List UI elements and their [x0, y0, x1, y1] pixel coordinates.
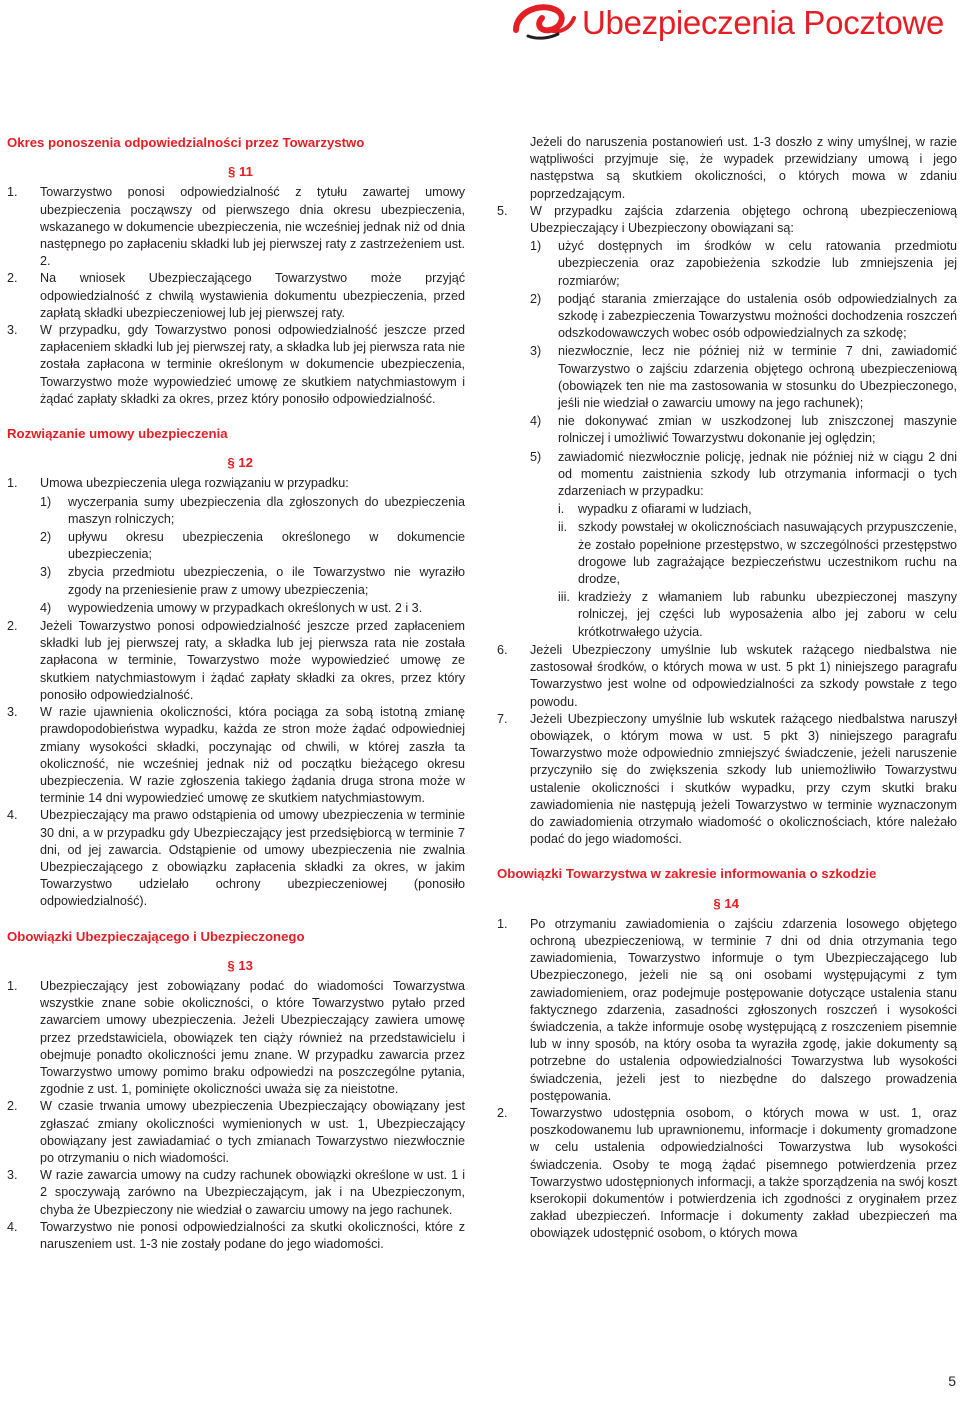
paragraph-number-13: § 13: [227, 957, 253, 973]
list-number: 2): [40, 530, 52, 545]
page-number: 5: [948, 1373, 956, 1389]
sub-list-item: [40, 494, 465, 528]
sub-list-item: [530, 343, 957, 412]
brand-name: Ubezpieczenia Pocztowe: [582, 4, 945, 41]
sub-list-item: [40, 564, 465, 598]
list-item-text: Ubezpieczający ma prawo odstąpienia od umowy ubezpieczenia w terminie 30 dni, a w przypadku gdy Ubezpieczający jest przedsiębiorcą w terminie 7 dni, od jej zawarcia. Odstąpienie od umowy ubezpieczenia nie zwalnia Ubezpieczającego z obowiązku zapłacenia składki za okres, w jakim Towarzystwo udzielało ochrony ubezpieczeniowej (ponosiło odpowiedzialność).: [40, 808, 465, 909]
right-column: [497, 134, 957, 1243]
list-number: 1.: [497, 916, 508, 931]
sub-list: [40, 494, 465, 617]
list-number: 3.: [7, 1168, 18, 1183]
list-item: 1. Umowa ubezpieczenia ulega rozwiązaniu w przypadku: 1) wyczerpania sumy ubezpieczenia dla zgłoszonych do ubezpieczenia maszyn rolniczych; 2) upływu okresu ubezpieczenia określonego w dokumencie ubezpieczenia; 3) zbycia przedmiotu ubezpieczenia, o ile Towarzystwo nie wyraziło zgody na przeniesienie praw z umowy ubezpieczenia; 4) wypowiedzenia umowy w przypadkach określonych w ust. 2 i 3.: [7, 475, 465, 617]
left-column: [7, 134, 465, 1253]
list-item: [7, 1219, 465, 1253]
list-item-text: podjąć starania zmierzające do ustalenia osób odpowiedzialnych za szkodę i zabezpieczenia Towarzystwu możności dochodzenia roszczeń odszkodowawczych wobec osób odpowiedzialnych za szkodę;: [558, 291, 957, 341]
brand-swirl-icon: [510, 0, 578, 42]
list-number: 2.: [497, 1105, 508, 1120]
list-item-text: wypadku z ofiarami w ludziach,: [578, 502, 752, 517]
sub-list-item: [530, 238, 957, 290]
list-number: 4.: [7, 1219, 18, 1234]
sub-list-item: [40, 600, 465, 617]
list-number: 4): [530, 414, 542, 429]
paragraph-number-11: § 11: [228, 164, 253, 180]
list-item: 5. W przypadku zajścia zdarzenia objętego ochroną ubezpieczeniową Ubezpieczający i Ubezpieczony obowiązani są: 1) użyć dostępnych im środków w celu ratowania przedmiotu ubezpieczenia oraz zapobieżenia szkodzie lub zmniejszenia jej rozmiarów; 2) podjąć starania zmierzające do ustalenia osób odpowiedzialnych za szkodę i zabezpieczenia Towarzystwu możności dochodzenia roszczeń odszkodowawczych wobec osób odpowiedzialnych za szkodę; 3) niezwłocznie, lecz nie później niż w terminie 7 dni, zawiadomić Towarzystwo o zajściu zdarzenia objętego ochroną ubezpieczeniową (obowiązek ten nie ma zastosowania w stosunku do Ubezpieczonego, jeśli nie wiedział o zawarciu umowy na jego rachunek); 4) nie dokonywać zmian w uszkodzonej lub zniszczonej maszynie rolniczej i umożliwić Towarzystwu dokonanie jej oględzin; 5) zawiadomić niezwłocznie policję, jednak nie później niż w ciągu 2 dni od momentu zaistnienia szkody lub otrzymania informacji o tych zdarzeniach w przypadku: i. wypadku z ofiarami w ludziach, ii. szkody powstałej w okolicznościach nasuwających przypuszczenie, że zostało popełnione przestępstwo, w szczególności przestępstwo drogowe lub zagrażające bezpieczeństwu uczestnikom ruchu na drodze, iii. kradzieży z włamaniem lub rabunku ubezpieczonej maszyny rolniczej, jej części lub wyposażenia albo jej zaboru w celu krótkotrwałego użycia.: [497, 203, 957, 641]
list-item-text: Jeżeli Ubezpieczony umyślnie lub wskutek rażącego niedbalstwa nie zastosował środków, o których mowa w ust. 5 pkt 1) niniejszego paragrafu Towarzystwo jest wolne od odpowiedzialności za szkody powstałe z tego powodu.: [530, 642, 957, 709]
list-item-text: W razie zawarcia umowy na cudzy rachunek obowiązki określone w ust. 1 i 2 spoczywają zarówno na Ubezpieczającym, jak i na Ubezpieczonym, chyba że Ubezpieczony nie wiedział o zawarciu umowy na jego rachunek.: [40, 1168, 465, 1217]
list-item-text: Towarzystwo nie ponosi odpowiedzialności za skutki okoliczności, które z naruszeniem ust. 1-3 nie zostały podane do jego wiadomości.: [40, 1219, 465, 1251]
list-number: 4.: [7, 808, 18, 823]
list-item: [497, 711, 957, 849]
list-number: 3.: [7, 705, 18, 720]
paragraph-number-12: § 12: [227, 455, 253, 471]
list-number: 4): [40, 600, 52, 615]
section-heading-liability-period: Okres ponoszenia odpowiedzialności przez Towarzystwo: [7, 135, 365, 150]
list-item-text: Na wniosek Ubezpieczającego Towarzystwo może przyjąć odpowiedzialność z chwilą wystawienia dokumentu ubezpieczenia, przed zapłatą składki ubezpieczeniowej lub jej pierwszej raty.: [40, 271, 465, 320]
roman-list: [530, 501, 957, 641]
list-number: 6.: [497, 642, 508, 657]
section-12-list: [7, 618, 465, 910]
list-item: [7, 1167, 465, 1219]
list-number: 2.: [7, 619, 18, 634]
section-14-list: [497, 916, 957, 1243]
sub-list: [530, 238, 957, 500]
section-heading-termination: Rozwiązanie umowy ubezpieczenia: [7, 426, 228, 442]
section-11-list: [7, 184, 465, 408]
list-number: 1): [530, 239, 542, 254]
sub-list-item: [40, 529, 465, 563]
sub-list-item: [530, 413, 957, 447]
list-item: [7, 807, 465, 910]
list-item-text: niezwłocznie, lecz nie później niż w terminie 7 dni, zawiadomić Towarzystwo o zajściu zdarzenia objętego ochroną ubezpieczeniową (obowiązek ten nie ma zastosowania w stosunku do Ubezpieczonego, jeśli nie wiedział o zawarciu umowy na jego rachunek);: [558, 344, 957, 411]
section-heading-information-duties: Obowiązki Towarzystwa w zakresie informowania o szkodzie: [497, 866, 877, 882]
list-item: [7, 978, 465, 1098]
list-item-text: Umowa ubezpieczenia ulega rozwiązaniu w przypadku:: [40, 476, 349, 491]
list-item: [7, 1098, 465, 1167]
list-number: 3): [530, 344, 542, 359]
list-item-text: użyć dostępnych im środków w celu ratowania przedmiotu ubezpieczenia oraz zapobieżenia szkodzie lub zmniejszenia jej rozmiarów;: [558, 239, 957, 288]
list-number: 1.: [7, 185, 18, 200]
list-item: [497, 916, 957, 1105]
list-number: i.: [558, 502, 565, 517]
list-item-text: Jeżeli Towarzystwo ponosi odpowiedzialność jeszcze przed zapłaceniem składki lub jej pierwszej raty, a składka lub jej pierwsza rata nie została zapłacona w terminie, Towarzystwo może wypowiedzieć umowę ze skutkiem natychmiastowym i żądać zapłaty składki za okres, przez który ponosiło odpowiedzialność.: [40, 619, 465, 702]
list-item: [7, 184, 465, 270]
list-item: [497, 642, 957, 711]
brand-logo: [510, 0, 960, 42]
list-item: [7, 704, 465, 807]
section-13-list: [7, 978, 465, 1253]
list-item: [497, 1105, 957, 1243]
list-item-text: wyczerpania sumy ubezpieczenia dla zgłoszonych do ubezpieczenia maszyn rolniczych;: [68, 494, 465, 526]
continued-text: Jeżeli do naruszenia postanowień ust. 1-3 doszło z winy umyślnej, w razie wątpliwości przyjmuje się, że wypadek przewidziany umową i jego następstwa są skutkiem okoliczności, o których mowa w zdaniu poprzedzającym.: [530, 135, 957, 201]
list-item: [7, 322, 465, 408]
list-item-text: upływu okresu ubezpieczenia określonego w dokumencie ubezpieczenia;: [68, 530, 465, 562]
list-item-text: Ubezpieczający jest zobowiązany podać do wiadomości Towarzystwa wszystkie znane sobie okoliczności, o które Towarzystwo pytało przed zawarciem umowy ubezpieczenia. Jeżeli Ubezpieczający zawiera umowę przez przedstawiciela, obowiązek ten ciąży również na przedstawicielu i obejmuje ponadto okoliczności jemu znane. W przypadku zawarcia przez Towarzystwo umowy pomimo braku odpowiedzi na poszczególne pytania, zgodnie z ust. 1, pominięte okoliczności uważa się za nieistotne.: [40, 978, 465, 1097]
list-item-text: zbycia przedmiotu ubezpieczenia, o ile Towarzystwo nie wyraziło zgody na przeniesienie praw z umowy ubezpieczenia;: [68, 565, 465, 597]
roman-list-item: [558, 519, 957, 588]
list-number: 7.: [497, 711, 508, 726]
sub-list-item: [530, 449, 957, 501]
list-number: 1.: [7, 978, 18, 993]
section-heading-obligations: Obowiązki Ubezpieczającego i Ubezpieczonego: [7, 928, 305, 944]
list-number: 2): [530, 291, 542, 306]
list-number: 2.: [7, 271, 18, 286]
list-item-text: wypowiedzenia umowy w przypadkach określonych w ust. 2 i 3.: [68, 600, 423, 615]
section-13-continued-list: [497, 642, 957, 848]
list-number: iii.: [558, 590, 570, 605]
roman-list-item: [558, 589, 957, 641]
list-item-text: W przypadku, gdy Towarzystwo ponosi odpowiedzialność jeszcze przed zapłaceniem składki lub jej pierwszej raty, a składka lub jej pierwsza rata nie została zapłacona w terminie określonym w dokumencie ubezpieczenia, Towarzystwo może wypowiedzieć umowę ze skutkiem natychmiastowym i żądać zapłaty składki za okres, przez który ponosiło odpowiedzialność.: [40, 323, 465, 406]
list-item-text: W razie ujawnienia okoliczności, która pociąga za sobą istotną zmianę prawdopodobieństwa wypadku, każda ze stron może żądać odpowiedniej zmiany wysokości składki, poczynając od chwili, w której zaszła ta okoliczność, nie wcześniej jednak niż od początku bieżącego okresu ubezpieczenia. W razie zgłoszenia takiego żądania druga strona może w terminie 14 dni wypowiedzieć umowę ze skutkiem natychmiastowym.: [40, 705, 465, 806]
list-number: 3.: [7, 323, 18, 338]
sub-list-item: [530, 291, 957, 343]
roman-list-item: [558, 501, 957, 518]
list-item-text: W przypadku zajścia zdarzenia objętego ochroną ubezpieczeniową Ubezpieczający i Ubezpieczony obowiązani są:: [530, 203, 957, 236]
list-number: 1): [40, 494, 52, 509]
list-item-text: kradzieży z włamaniem lub rabunku ubezpieczonej maszyny rolniczej, jej części lub wyposażenia albo jej zaboru w celu krótkotrwałego użycia.: [578, 590, 957, 639]
list-item-text: nie dokonywać zmian w uszkodzonej lub zniszczonej maszynie rolniczej i umożliwić Towarzystwu dokonanie jej oględzin;: [558, 414, 957, 446]
list-number: 2.: [7, 1099, 18, 1114]
list-item-text: zawiadomić niezwłocznie policję, jednak nie później niż w ciągu 2 dni od momentu zaistnienia szkody lub otrzymania informacji o tych zdarzeniach w przypadku:: [558, 449, 957, 499]
list-item-text: Po otrzymaniu zawiadomienia o zajściu zdarzenia losowego objętego ochroną ubezpieczeniową, w terminie 7 dni od dnia otrzymania tego zawiadomienia, Towarzystwo informuje o tym Ubezpieczającego lub Ubezpieczonego, jeżeli nie są oni osobami występującymi z tym zawiadomieniem, oraz podejmuje postępowanie dotyczące ustalenia stanu faktycznego zdarzenia, zasadności zgłoszonych roszczeń i wysokości świadczenia, a także informuje osobę występującą z roszczeniem pisemnie lub w inny sposób, na który osoba ta wyraziła zgodę, jakie dokumenty są potrzebne do ustalenia odpowiedzialności Towarzystwa lub wysokości świadczenia, jeżeli jest to niezbędne do dalszego prowadzenia postępowania.: [530, 916, 957, 1103]
list-number: 5): [530, 449, 542, 464]
list-item-text: Jeżeli Ubezpieczony umyślnie lub wskutek rażącego niedbalstwa naruszył obowiązek, o którym mowa w ust. 5 pkt 3) niniejszego paragrafu Towarzystwo może odpowiednio zmniejszyć świadczenie, jeżeli naruszenie przyczyniło się do zwiększenia szkody lub uniemożliwiło Towarzystwu ustalenie okoliczności i skutków wypadku, przy czym skutki braku zawiadomienia nie następują jeżeli Towarzystwo w terminie wyznaczonym do zawiadomienia otrzymało wiadomość o okolicznościach, które należało podać do jego wiadomości.: [530, 711, 957, 847]
list-number: 3): [40, 565, 52, 580]
list-item: [7, 270, 465, 322]
paragraph-number-14: § 14: [713, 895, 739, 911]
list-item-text: Towarzystwo ponosi odpowiedzialność z tytułu zawartej umowy ubezpieczenia począwszy od pierwszego dnia okresu ubezpieczenia, wskazanego w dokumencie ubezpieczenia, nie wcześniej jednak niż od dnia następnego po zapłaceniu składki lub jej pierwszej raty z zastrzeżeniem ust. 2.: [40, 185, 465, 269]
list-item-text: W czasie trwania umowy ubezpieczenia Ubezpieczający obowiązany jest zgłaszać zmiany okoliczności wymienionych w ust. 1, Ubezpieczający obowiązany jest zawiadamiać o tych zmianach Towarzystwo niezwłocznie po otrzymaniu o nich wiadomości.: [40, 1099, 465, 1165]
list-item-text: Towarzystwo udostępnia osobom, o których mowa w ust. 1, oraz poszkodowanemu lub uprawnionemu, informacje i dokumenty gromadzone w celu ustalenia odpowiedzialności Towarzystwa lub wysokości świadczenia. Osoby te mogą żądać pisemnego potwierdzenia przez Towarzystwo udostępnionych informacji, a także sporządzenia na swój koszt kserokopii dokumentów i potwierdzenia ich zgodności z oryginałem przez zakład ubezpieczeń. Informacje i dokumenty zakład ubezpieczeń ma obowiązek udostępnić osobom, o których mowa: [530, 1105, 957, 1241]
list-item: [7, 618, 465, 704]
list-number: ii.: [558, 520, 568, 535]
list-item-text: szkody powstałej w okolicznościach nasuwających przypuszczenie, że zostało popełnione przestępstwo, w szczególności przestępstwo drogowe lub zagrażające bezpieczeństwu uczestnikom ruchu na drodze,: [578, 520, 957, 587]
